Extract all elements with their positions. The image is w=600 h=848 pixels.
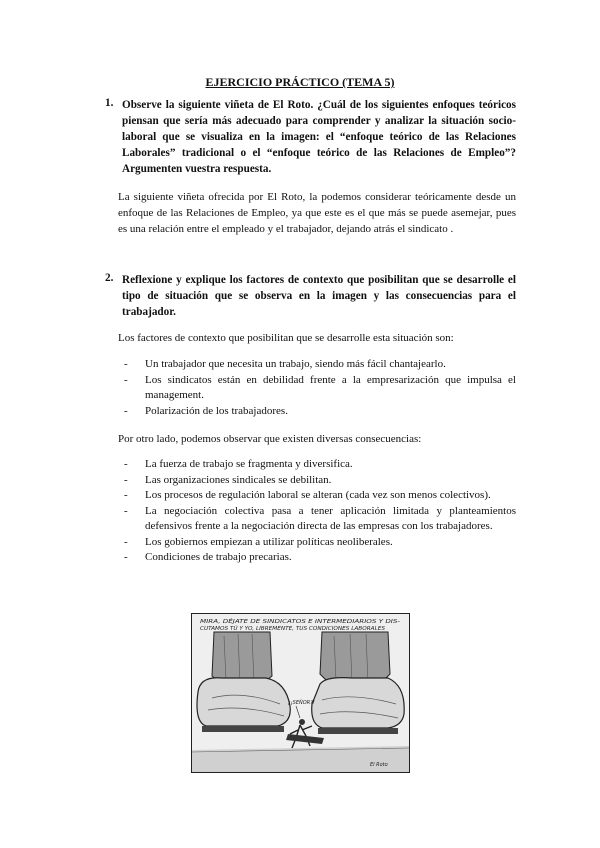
list-item: - La negociación colectiva pasa a tener aplicación limitada y planteamientos defensivos frente a la negociación directa de las empresas con los trabajadores. bbox=[122, 504, 516, 535]
factors-intro: Los factores de contexto que posibilitan que se desarrolle esta situación son: bbox=[118, 332, 454, 344]
list-item: - Los procesos de regulación laboral se alteran (cada vez son menos colectivos). bbox=[122, 488, 516, 504]
list-item: - Condiciones de trabajo precarias. bbox=[122, 550, 516, 566]
factors-list bbox=[122, 357, 516, 419]
consequences-list bbox=[122, 457, 516, 566]
el-roto-cartoon bbox=[191, 613, 410, 773]
question-1-text: Observe la siguiente viñeta de El Roto. ¿Cuál de los siguientes enfoques teóricos piensan que sería más adecuado para comprender y analizar la situación socio-laboral que se visualiza en la imagen: el “enfoque teórico de las Relaciones Laborales” tradicional o el “enfoque teórico de las Relaciones de Empleo”? Argumenten vuestra respuesta. bbox=[122, 99, 516, 175]
cartoon-caption: MIRA, DÉJATE DE SINDICATOS E INTERMEDIARIOS Y DIS- bbox=[200, 619, 341, 625]
question-2-text: Reflexione y explique los factores de contexto que posibilitan que se desarrolle el tipo de situación que se observa en la imagen y las consecuencias para el trabajador. bbox=[122, 274, 516, 318]
question-1-number: 1. bbox=[105, 97, 114, 109]
svg-text:CUTAMOS TÚ Y YO, LIBREMENTE, T: CUTAMOS TÚ Y YO, LIBREMENTE, TUS CONDICIONES LABORALES bbox=[200, 626, 363, 632]
cartoon-reply: ¿¡SEÑOR?! bbox=[288, 700, 315, 706]
list-item: - Los sindicatos están en debilidad frente a la empresarización que impulsa el management. bbox=[122, 373, 516, 404]
page-title: EJERCICIO PRÁCTICO (TEMA 5) bbox=[205, 75, 395, 89]
answer-1: La siguiente viñeta ofrecida por El Roto, la podemos considerar teóricamente desde un enfoque de las Relaciones de Empleo, ya que este es el que más se puede asemejar, pues es una relación entre el empleado y el trabajador, dejando atrás el sindicato . bbox=[118, 191, 516, 235]
list-item: - Los gobiernos empiezan a utilizar políticas neoliberales. bbox=[122, 535, 516, 551]
list-item: - Las organizaciones sindicales se debilitan. bbox=[122, 473, 516, 489]
list-item: - Un trabajador que necesita un trabajo, siendo más fácil chantajearlo. bbox=[122, 357, 516, 373]
cartoon-drawing bbox=[192, 614, 409, 772]
list-item: - Polarización de los trabajadores. bbox=[122, 404, 516, 420]
cartoon-signature: El Roto bbox=[370, 762, 388, 768]
question-2-number: 2. bbox=[105, 272, 114, 284]
list-item: - La fuerza de trabajo se fragmenta y diversifica. bbox=[122, 457, 516, 473]
consequences-intro: Por otro lado, podemos observar que existen diversas consecuencias: bbox=[118, 433, 422, 445]
